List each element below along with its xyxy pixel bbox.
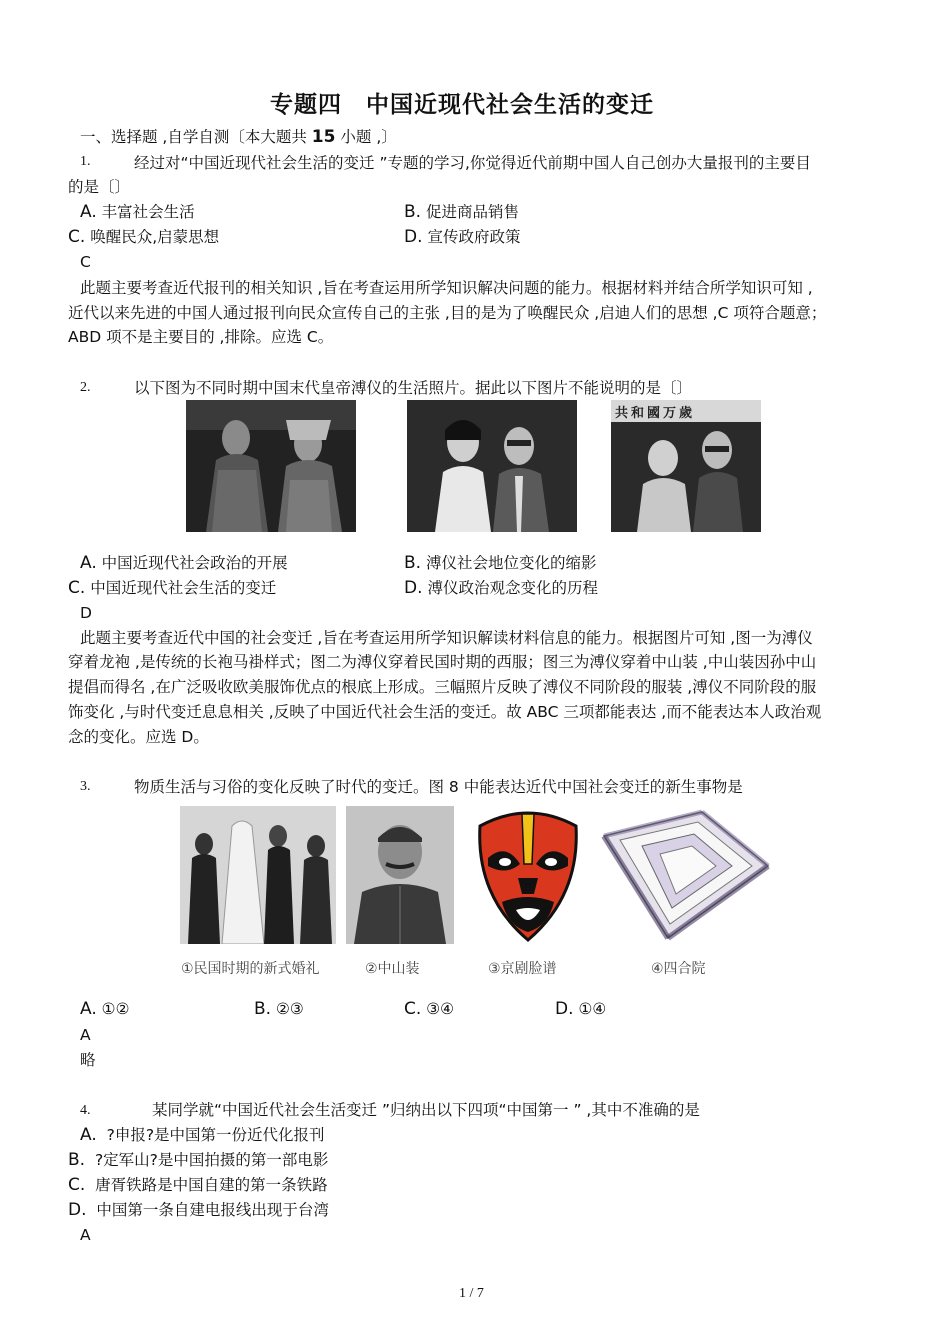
question-4-number: 4. — [80, 1103, 91, 1118]
option-text: ③④ — [426, 1000, 455, 1018]
question-1-stem-line2: 的是〔〕 — [68, 178, 131, 196]
image-caption-siheyuan: ④四合院 — [651, 961, 706, 977]
option-letter: D. — [404, 227, 423, 247]
option-text: ?申报?是中国第一份近代化报刊 — [106, 1126, 325, 1144]
image-caption-opera-mask: ③京剧脸谱 — [488, 961, 557, 977]
section-count: 15 — [311, 127, 336, 147]
section-suffix: 小题 ,〕 — [335, 128, 397, 146]
option-text: 宣传政府政策 — [427, 228, 521, 246]
question-4-option-c — [68, 1174, 328, 1196]
option-letter: A. — [80, 553, 97, 573]
question-2-number: 2. — [80, 380, 91, 395]
option-text: 中国近现代社会政治的开展 — [101, 554, 288, 572]
question-3-option-c — [404, 998, 454, 1020]
option-letter: D. — [68, 1200, 87, 1220]
question-1-number: 1. — [80, 154, 91, 169]
option-letter: B. — [404, 553, 422, 573]
question-2-explanation-line2: 穿着龙袍 ,是传统的长袍马褂样式；图二为溥仪穿着民国时期的西服；图三为溥仪穿着中山装 ,中山装因孙中山 — [68, 653, 817, 671]
option-text: ①④ — [578, 1000, 607, 1018]
photo-banner-text: 共和國万歲 — [615, 406, 696, 421]
question-3-stem: 物质生活与习俗的变化反映了时代的变迁。图 8 中能表达近代中国社会变迁的新生事物是 — [134, 778, 743, 796]
question-1-answer: C — [80, 253, 91, 271]
option-letter: B. — [404, 202, 422, 222]
option-text: 唤醒民众,启蒙思想 — [90, 228, 220, 246]
question-4-answer: A — [80, 1226, 91, 1244]
siheyuan-courtyard-image — [598, 806, 772, 944]
option-letter: C. — [404, 999, 422, 1019]
option-text: 丰富社会生活 — [101, 203, 195, 221]
page-number: 1 / 7 — [459, 1286, 484, 1301]
question-2-option-d — [404, 577, 598, 599]
question-2-explanation-line5: 念的变化。应选 D。 — [68, 728, 209, 746]
question-1-stem-line1: 经过对“中国近现代社会生活的变迁 ”专题的学习,你觉得近代前期中国人自己创办大量报刊的主要目 — [134, 154, 811, 172]
option-text: 唐胥铁路是中国自建的第一条铁路 — [95, 1176, 328, 1194]
question-1-option-d — [404, 226, 520, 248]
question-4-stem: 某同学就“中国近代社会生活变迁 ”归纳出以下四项“中国第一 ” ,其中不准确的是 — [152, 1101, 700, 1119]
question-1-option-c — [68, 226, 219, 248]
question-4-option-b — [68, 1149, 328, 1171]
option-letter: A. — [80, 1125, 97, 1145]
question-3-option-d — [555, 998, 606, 1020]
question-1-explanation-line2: 近代以来先进的中国人通过报刊向民众宣传自己的主张 ,目的是为了唤醒民众 ,启迪人们的思想 ,C 项符合题意； — [68, 304, 827, 322]
question-3-option-b — [254, 998, 304, 1020]
puyi-photo-zhongshan-suit — [611, 400, 761, 532]
image-caption-zhongshan-suit: ②中山装 — [365, 961, 420, 977]
question-2-option-b — [404, 552, 597, 574]
option-text: 溥仪社会地位变化的缩影 — [426, 554, 597, 572]
puyi-photo-western-suit — [407, 400, 577, 532]
option-letter: C. — [68, 578, 86, 598]
zhongshan-suit-photo — [346, 806, 454, 944]
question-2-option-c — [68, 577, 276, 599]
question-1-explanation-line1: 此题主要考查近代报刊的相关知识 ,旨在考查运用所学知识解决问题的能力。根据材料并结合所学知识可知 , — [80, 279, 813, 297]
question-2-explanation-line1: 此题主要考查近代中国的社会变迁 ,旨在考查运用所学知识解读材料信息的能力。根据图片可知 ,图一为溥仪 — [80, 629, 813, 647]
question-1-explanation-line3: ABD 项不是主要目的 ,排除。应选 C。 — [68, 328, 334, 346]
question-3-option-a — [80, 998, 129, 1020]
question-3-number: 3. — [80, 779, 91, 794]
option-letter: B. — [254, 999, 272, 1019]
option-letter: D. — [404, 578, 423, 598]
section-prefix: 一、选择题 ,自学自测〔本大题共 — [80, 128, 312, 146]
peking-opera-mask-image — [472, 806, 584, 944]
option-letter: A. — [80, 999, 97, 1019]
option-text: ②③ — [276, 1000, 304, 1018]
option-letter: B. — [68, 1150, 86, 1170]
option-letter: D. — [555, 999, 574, 1019]
option-text: ?定军山?是中国拍摄的第一部电影 — [94, 1151, 329, 1169]
question-3-explanation: 略 — [80, 1051, 96, 1069]
question-2-stem: 以下图为不同时期中国末代皇帝溥仪的生活照片。据此以下图片不能说明的是〔〕 — [134, 379, 693, 397]
question-1-option-b — [404, 201, 519, 223]
question-1-option-a — [80, 201, 195, 223]
question-2-option-a — [80, 552, 288, 574]
question-2-explanation-line3: 提倡而得名 ,在广泛吸收欧美服饰优点的根底上形成。三幅照片反映了溥仪不同阶段的服装 ,溥仪不同阶段的服 — [68, 678, 817, 696]
section-heading — [80, 126, 397, 148]
option-text: 溥仪政治观念变化的历程 — [427, 579, 598, 597]
question-3-answer: A — [80, 1026, 91, 1044]
option-letter: C. — [68, 227, 86, 247]
option-text: 中国近现代社会生活的变迁 — [90, 579, 277, 597]
puyi-photo-dragon-robe — [186, 400, 356, 532]
image-caption-wedding: ①民国时期的新式婚礼 — [181, 961, 320, 977]
option-text: ①② — [101, 1000, 130, 1018]
question-2-explanation-line4: 饰变化 ,与时代变迁息息相关 ,反映了中国近代社会生活的变迁。故 ABC 三项都能表达 ,而不能表达本人政治观 — [68, 703, 822, 721]
option-letter: A. — [80, 202, 97, 222]
page-title: 专题四 中国近现代社会生活的变迁 — [270, 92, 654, 118]
question-4-option-a — [80, 1124, 325, 1146]
option-text: 中国第一条自建电报线出现于台湾 — [96, 1201, 329, 1219]
question-4-option-d — [68, 1199, 329, 1221]
option-text: 促进商品销售 — [426, 203, 520, 221]
new-style-wedding-photo — [180, 806, 336, 944]
question-2-answer: D — [80, 604, 92, 622]
option-letter: C. — [68, 1175, 86, 1195]
